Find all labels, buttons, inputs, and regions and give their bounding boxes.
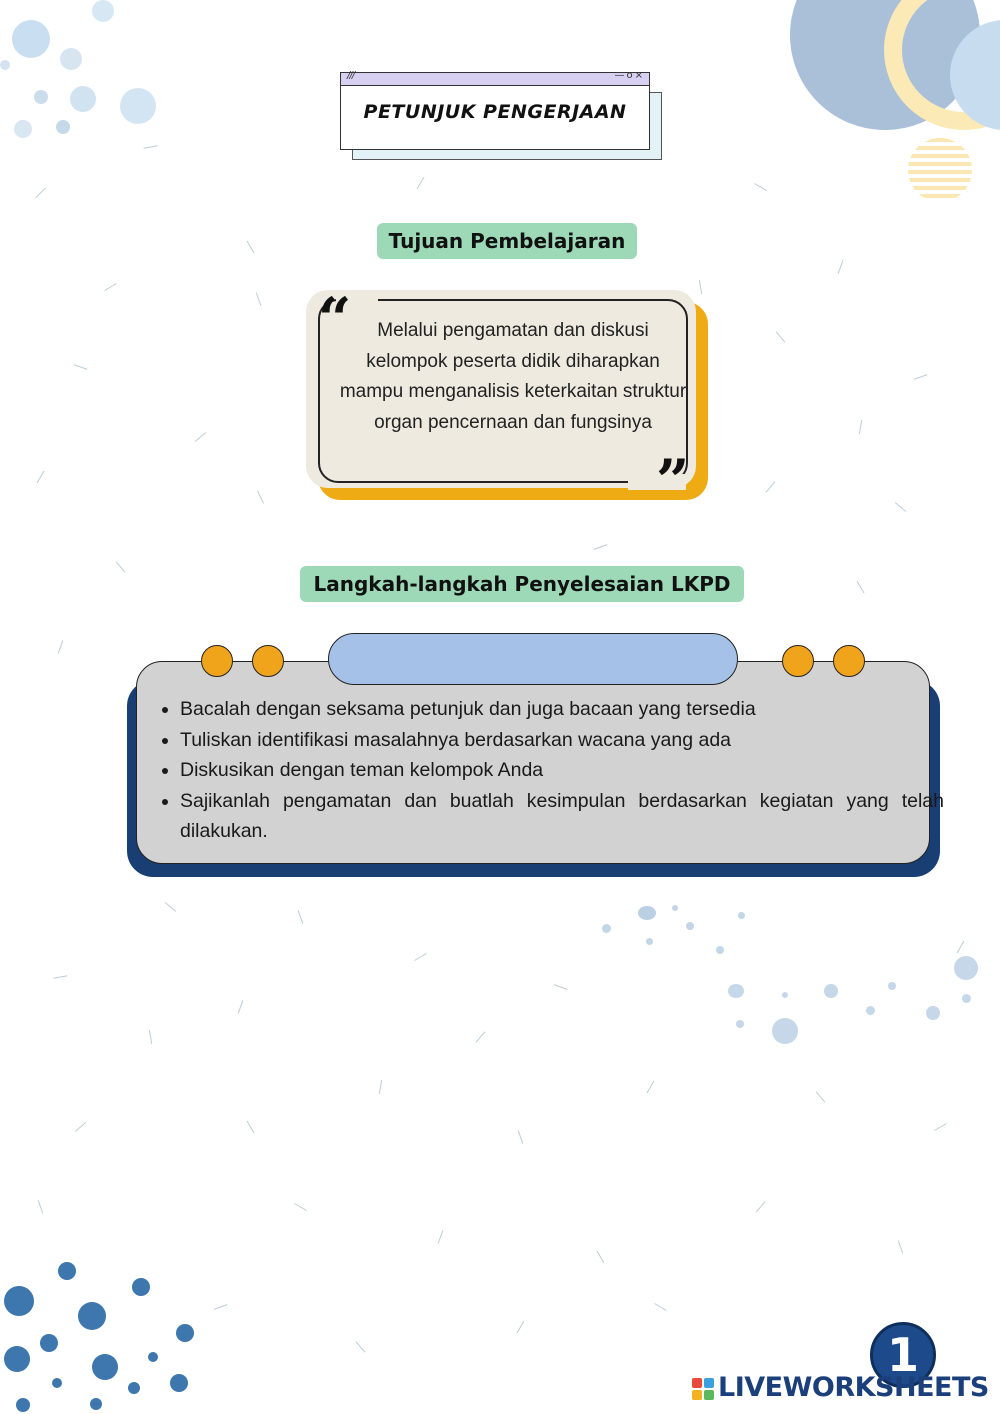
open-quote-icon: “ [318,285,352,353]
list-item: • Diskusikan dengan teman kelompok Anda [180,755,944,786]
steps-dot-2 [252,645,284,677]
steps-dot-1 [201,645,233,677]
steps-list [158,694,944,847]
objective-text: Melalui pengamatan dan diskusi kelompok peserta didik diharapkan mampu menganalisis keterkaitan struktur organ pencernaan dan fungsinya [339,320,687,433]
steps-dot-4 [833,645,865,677]
steps-heading: Langkah-langkah Penyelesaian LKPD [300,566,744,602]
liveworksheets-brand[interactable]: LIVEWORKSHEETS [718,1372,989,1403]
steps-card-tab [328,633,738,685]
list-item: • Bacalah dengan seksama petunjuk dan juga bacaan yang tersedia [180,694,944,725]
liveworksheets-logo-icon [692,1378,714,1400]
steps-dot-3 [782,645,814,677]
page-number-badge: 1 [870,1322,936,1388]
header-window-titlebar [341,70,649,86]
window-slashes: /// [347,70,355,81]
list-item: • Sajikanlah pengamatan dan buatlah kesimpulan berdasarkan kegiatan yang telah dilakukan. [180,786,944,847]
header-window [340,72,650,150]
window-controls-icon: —o× [614,70,645,81]
close-quote-icon: ” [656,447,690,515]
objective-heading: Tujuan Pembelajaran [377,223,637,259]
page-title: PETUNJUK PENGERJAAN [363,101,627,123]
list-item: • Tuliskan identifikasi masalahnya berdasarkan wacana yang ada [180,725,944,756]
